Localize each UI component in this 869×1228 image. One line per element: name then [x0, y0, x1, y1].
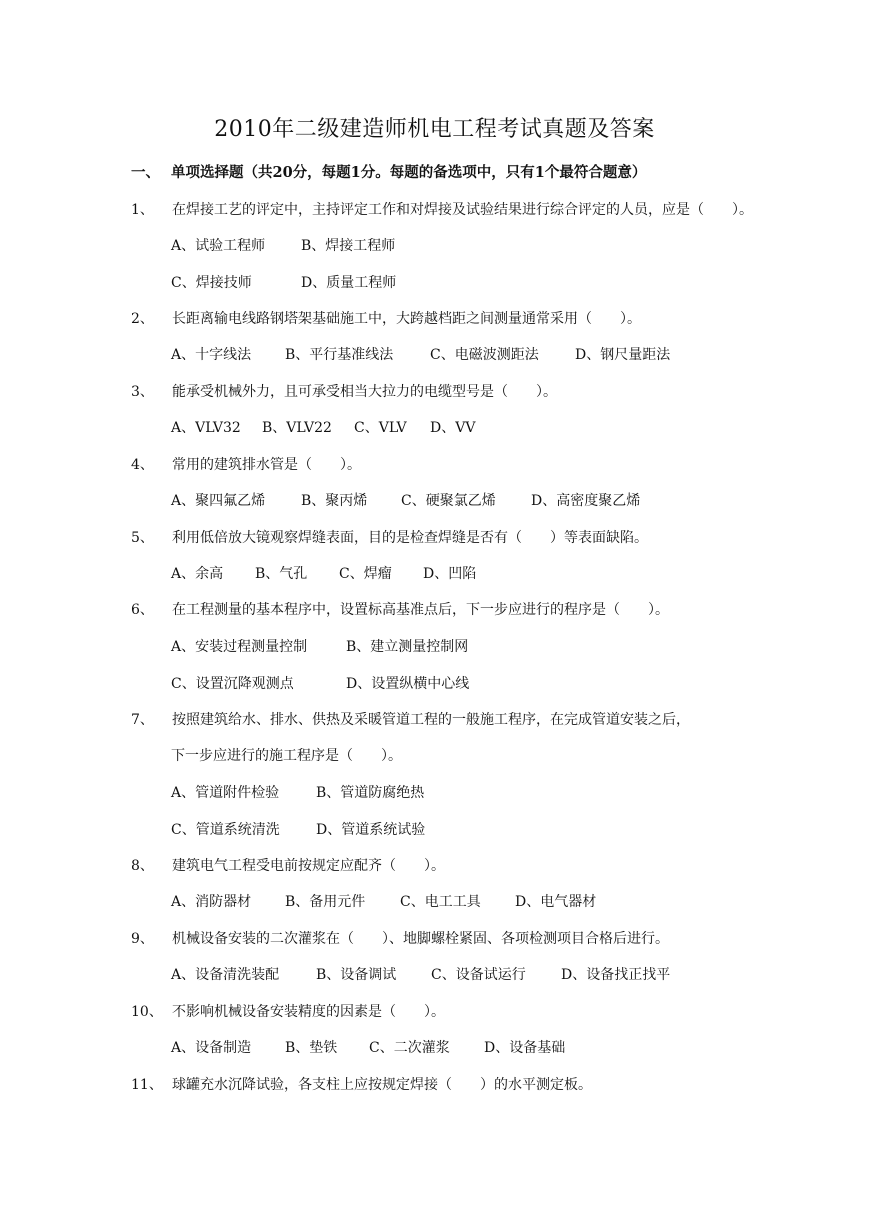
- question-5-options: [171, 563, 476, 583]
- option-a: A、十字线法: [171, 347, 252, 363]
- option-a: A、聚四氟乙烯: [171, 493, 266, 509]
- option-b: B、平行基准线法: [285, 347, 394, 363]
- option-d: D、设置纵横中心线: [346, 676, 470, 692]
- question-7-text-continued: 下一步应进行的施工程序是（ ）。: [171, 748, 402, 764]
- option-a: A、试验工程师: [171, 238, 266, 254]
- option-c: C、电磁波测距法: [430, 347, 539, 363]
- option-b: B、备用元件: [285, 894, 366, 910]
- question-text: 不影响机械设备安装精度的因素是（ ）。: [172, 1004, 445, 1020]
- question-9: [131, 928, 669, 948]
- question-11: [131, 1074, 592, 1094]
- option-d: D、设备找正找平: [561, 967, 671, 983]
- option-a: A、设备制造: [171, 1040, 252, 1056]
- question-4-options: [171, 490, 640, 510]
- question-number: 3、: [131, 384, 154, 400]
- question-6-options-row-1: [171, 636, 468, 656]
- question-3-options: [171, 417, 475, 437]
- option-b: B、设备调试: [316, 967, 397, 983]
- question-1-options-row-1: [171, 235, 395, 255]
- question-number: 11、: [131, 1077, 163, 1093]
- question-number: 10、: [131, 1004, 163, 1020]
- question-text: 长距离输电线路钢塔架基础施工中，大跨越档距之间测量通常采用（ ）。: [172, 311, 641, 327]
- option-d: D、管道系统试验: [316, 822, 426, 838]
- question-7: [131, 709, 690, 729]
- option-b: B、管道防腐绝热: [316, 785, 425, 801]
- option-c: C、设置沉降观测点: [171, 676, 294, 692]
- question-6-options-row-2: [171, 673, 469, 693]
- option-c: C、管道系统清洗: [171, 822, 280, 838]
- question-number: 4、: [131, 457, 154, 473]
- question-text: 在工程测量的基本程序中，设置标高基准点后，下一步应进行的程序是（ ）。: [172, 602, 669, 618]
- option-d: D、高密度聚乙烯: [531, 493, 641, 509]
- question-3: [131, 381, 557, 401]
- document-title: 2010年二级建造师机电工程考试真题及答案: [214, 117, 655, 142]
- question-5: [131, 527, 648, 547]
- question-4: [131, 454, 361, 474]
- option-c: C、焊接技师: [171, 275, 252, 291]
- option-c: C、设备试运行: [431, 967, 526, 983]
- option-d: D、凹陷: [423, 566, 477, 582]
- option-a: A、余高: [171, 566, 224, 582]
- option-a: A、设备清洗装配: [171, 967, 280, 983]
- option-a: A、VLV32: [171, 420, 241, 436]
- section-heading: [131, 161, 646, 182]
- question-text: 能承受机械外力，且可承受相当大拉力的电缆型号是（ ）。: [172, 384, 557, 400]
- option-d: D、质量工程师: [301, 275, 397, 291]
- question-10-options: [171, 1037, 565, 1057]
- option-a: A、消防器材: [171, 894, 252, 910]
- option-d: D、电气器材: [515, 894, 597, 910]
- question-text: 在焊接工艺的评定中，主持评定工作和对焊接及试验结果进行综合评定的人员，应是（ ）。: [172, 202, 753, 218]
- question-8-options: [171, 891, 596, 911]
- option-c: C、二次灌浆: [369, 1040, 450, 1056]
- question-text: 利用低倍放大镜观察焊缝表面，目的是检查焊缝是否有（ ）等表面缺陷。: [172, 530, 648, 546]
- question-text: 球罐充水沉降试验，各支柱上应按规定焊接（ ）的水平测定板。: [172, 1077, 592, 1093]
- option-c: C、电工工具: [400, 894, 481, 910]
- question-number: 8、: [131, 858, 154, 874]
- question-8: [131, 855, 445, 875]
- option-b: B、焊接工程师: [301, 238, 396, 254]
- option-d: D、设备基础: [484, 1040, 566, 1056]
- section-heading-text: 单项选择题（共20分，每题1分。每题的备选项中，只有1个最符合题意）: [171, 164, 647, 181]
- question-text: 按照建筑给水、排水、供热及采暖管道工程的一般施工程序，在完成管道安装之后，: [172, 712, 690, 728]
- question-text: 建筑电气工程受电前按规定应配齐（ ）。: [172, 858, 445, 874]
- option-c: C、焊瘤: [339, 566, 392, 582]
- option-c: C、硬聚氯乙烯: [401, 493, 496, 509]
- question-10: [131, 1001, 445, 1021]
- option-d: D、钢尺量距法: [575, 347, 671, 363]
- question-1-options-row-2: [171, 272, 396, 292]
- question-2: [131, 308, 641, 328]
- question-number: 2、: [131, 311, 154, 327]
- option-b: B、建立测量控制网: [346, 639, 469, 655]
- option-d: D、VV: [430, 420, 476, 436]
- question-1: [131, 199, 753, 219]
- option-b: B、垫铁: [285, 1040, 338, 1056]
- question-number: 6、: [131, 602, 154, 618]
- option-b: B、VLV22: [262, 420, 332, 436]
- question-number: 1、: [131, 202, 154, 218]
- question-text: 常用的建筑排水管是（ ）。: [172, 457, 361, 473]
- option-b: B、聚丙烯: [301, 493, 368, 509]
- option-c: C、VLV: [354, 420, 407, 436]
- question-6: [131, 599, 669, 619]
- question-number: 7、: [131, 712, 154, 728]
- question-2-options: [171, 344, 670, 364]
- question-7-options-row-1: [171, 782, 424, 802]
- question-number: 5、: [131, 530, 154, 546]
- question-7-options-row-2: [171, 819, 425, 839]
- option-a: A、安装过程测量控制: [171, 639, 308, 655]
- question-text: 机械设备安装的二次灌浆在（ ）、地脚螺栓紧固、各项检测项目合格后进行。: [172, 931, 669, 947]
- option-b: B、气孔: [255, 566, 308, 582]
- question-9-options: [171, 964, 670, 984]
- option-a: A、管道附件检验: [171, 785, 280, 801]
- question-number: 9、: [131, 931, 154, 947]
- section-number: 一、: [131, 164, 160, 181]
